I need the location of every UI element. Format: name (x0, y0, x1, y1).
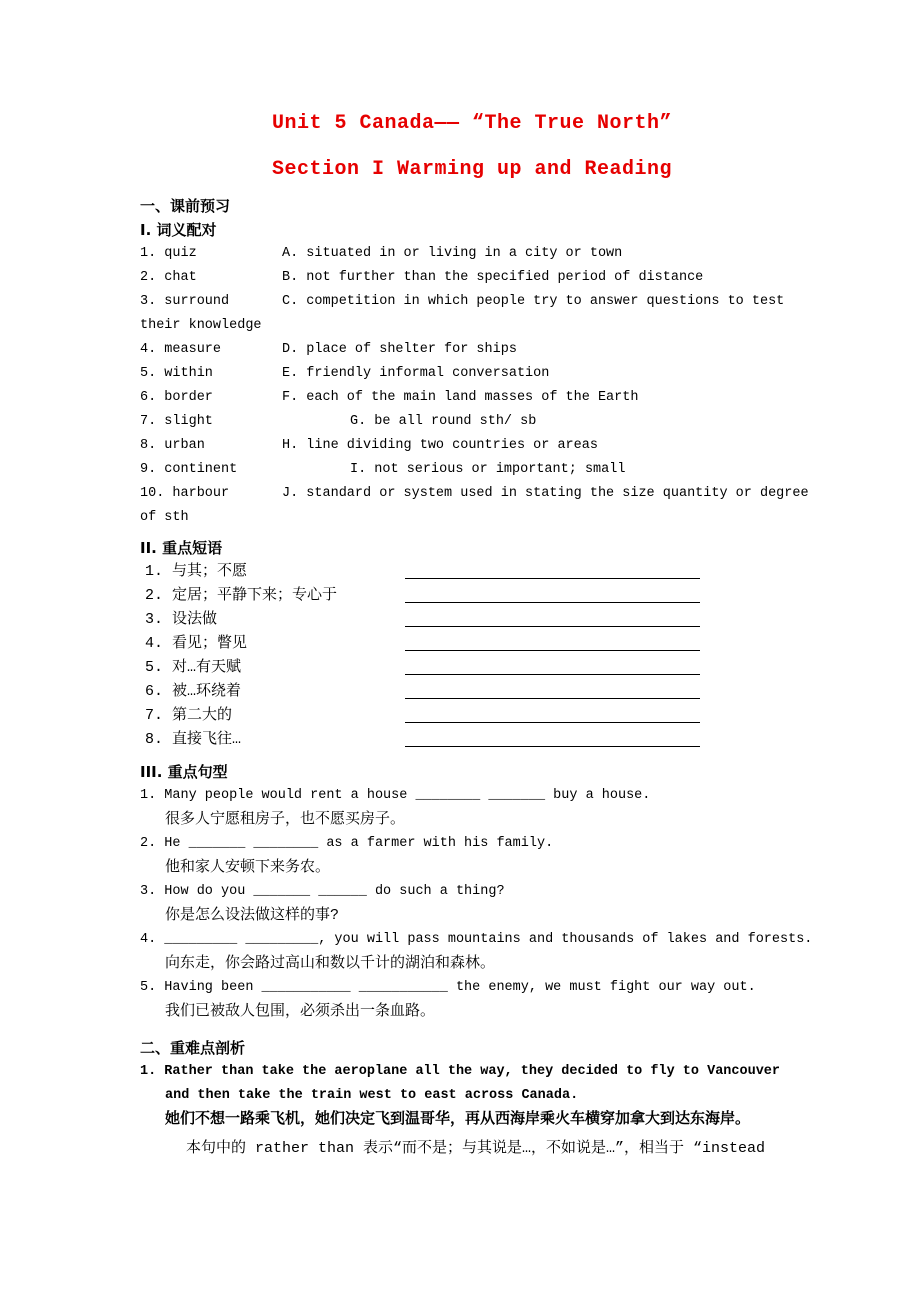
match-definition-continuation: their knowledge (140, 318, 262, 333)
sentence-english: 1. Many people would rent a house ________ _______ buy a house. (140, 788, 651, 803)
match-definition: B. not further than the specified period of distance (282, 270, 704, 285)
match-definition: D. place of shelter for ships (282, 342, 517, 357)
phrase-blank-line (405, 660, 700, 675)
sentence-chinese: 他和家人安顿下来务农。 (165, 859, 331, 876)
sentence-english: 4. _________ _________, you will pass mountains and thousands of lakes and forests. (140, 932, 813, 947)
match-term: 5. within (140, 366, 213, 381)
match-term: 1. quiz (140, 246, 197, 261)
match-definition: A. situated in or living in a city or town (282, 246, 623, 261)
analysis-note: 本句中的 rather than 表示“而不是；与其说是…，不如说是…”，相当于 “instead (186, 1140, 766, 1157)
sentence-group (140, 928, 813, 976)
phrase-label: 6. 被…环绕着 (145, 683, 242, 700)
sentences-heading: III. 重点句型 (140, 763, 228, 781)
analysis-heading: 二、重难点剖析 (140, 1039, 246, 1057)
analysis-sentence-english: 1. Rather than take the aeroplane all the way, they decided to fly to Vancouver and then take the train west to east across Canada. (140, 1064, 781, 1103)
sentence-group (140, 784, 804, 832)
match-definition: C. competition in which people try to answer questions to test (282, 294, 785, 309)
phrase-label: 5. 对…有天赋 (145, 659, 242, 676)
match-definition-continuation: of sth (140, 510, 189, 525)
match-row (140, 458, 804, 482)
match-row (140, 362, 804, 386)
matching-heading: I. 词义配对 (140, 221, 217, 239)
phrase-blank-line (405, 612, 700, 627)
sentence-english: 5. Having been ___________ ___________ the enemy, we must fight our way out. (140, 980, 756, 995)
match-term: 4. measure (140, 342, 222, 357)
sentence-english: 2. He _______ ________ as a farmer with his family. (140, 836, 554, 851)
phrase-label: 8. 直接飞往… (145, 731, 242, 748)
sentence-chinese: 你是怎么设法做这样的事? (165, 907, 340, 924)
phrase-blank-line (405, 636, 700, 651)
phrase-blank-line (405, 732, 700, 747)
sentence-chinese: 我们已被敌人包围，必须杀出一条血路。 (165, 1003, 436, 1020)
match-definition: J. standard or system used in stating the size quantity or degree (282, 486, 809, 501)
phrase-row (140, 704, 804, 728)
document-title: Unit 5 Canada—— “The True North” (271, 112, 673, 135)
phrase-row (140, 632, 804, 656)
phrase-label: 7. 第二大的 (145, 707, 233, 724)
phrase-row (140, 728, 804, 752)
sentence-group (140, 976, 804, 1024)
phrases-heading: II. 重点短语 (140, 539, 223, 557)
phrase-row (140, 560, 804, 584)
match-row (140, 482, 809, 506)
phrase-blank-line (405, 564, 700, 579)
match-term: 6. border (140, 390, 213, 405)
match-row (140, 242, 804, 266)
match-definition: H. line dividing two countries or areas (282, 438, 598, 453)
match-term: 2. chat (140, 270, 197, 285)
sentence-chinese: 向东走，你会路过高山和数以千计的湖泊和森林。 (165, 955, 496, 972)
sentence-group (140, 880, 804, 928)
phrase-row (140, 680, 804, 704)
match-definition: F. each of the main land masses of the Earth (282, 390, 639, 405)
match-term: 9. continent (140, 462, 238, 477)
match-row (140, 338, 804, 362)
phrase-blank-line (405, 684, 700, 699)
match-row (140, 266, 804, 290)
phrase-label: 1. 与其；不愿 (145, 563, 248, 580)
phrase-row (140, 584, 804, 608)
match-term: 8. urban (140, 438, 205, 453)
match-definition: G. be all round sth/ sb (350, 414, 537, 429)
match-row (140, 290, 804, 314)
phrase-label: 3. 设法做 (145, 611, 218, 628)
match-row (140, 410, 804, 434)
match-definition: E. friendly informal conversation (282, 366, 550, 381)
match-definition: I. not serious or important; small (350, 462, 626, 477)
phrase-row (140, 656, 804, 680)
analysis-sentence-chinese: 她们不想一路乘飞机，她们决定飞到温哥华，再从西海岸乘火车横穿加拿大到达东海岸。 (165, 1111, 751, 1128)
sentence-english: 3. How do you _______ ______ do such a thing? (140, 884, 505, 899)
section-1-heading: 一、课前预习 (140, 197, 231, 215)
sentence-chinese: 很多人宁愿租房子，也不愿买房子。 (165, 811, 406, 828)
sentence-group (140, 832, 804, 880)
match-term: 3. surround (140, 294, 230, 309)
match-row (140, 434, 804, 458)
document-subtitle: Section I Warming up and Reading (271, 158, 673, 181)
phrase-row (140, 608, 804, 632)
match-term: 7. slight (140, 414, 213, 429)
match-row (140, 386, 804, 410)
match-term: 10. harbour (140, 486, 230, 501)
phrase-label: 2. 定居；平静下来；专心于 (145, 587, 338, 604)
phrase-blank-line (405, 708, 700, 723)
phrase-label: 4. 看见；瞥见 (145, 635, 248, 652)
phrase-blank-line (405, 588, 700, 603)
